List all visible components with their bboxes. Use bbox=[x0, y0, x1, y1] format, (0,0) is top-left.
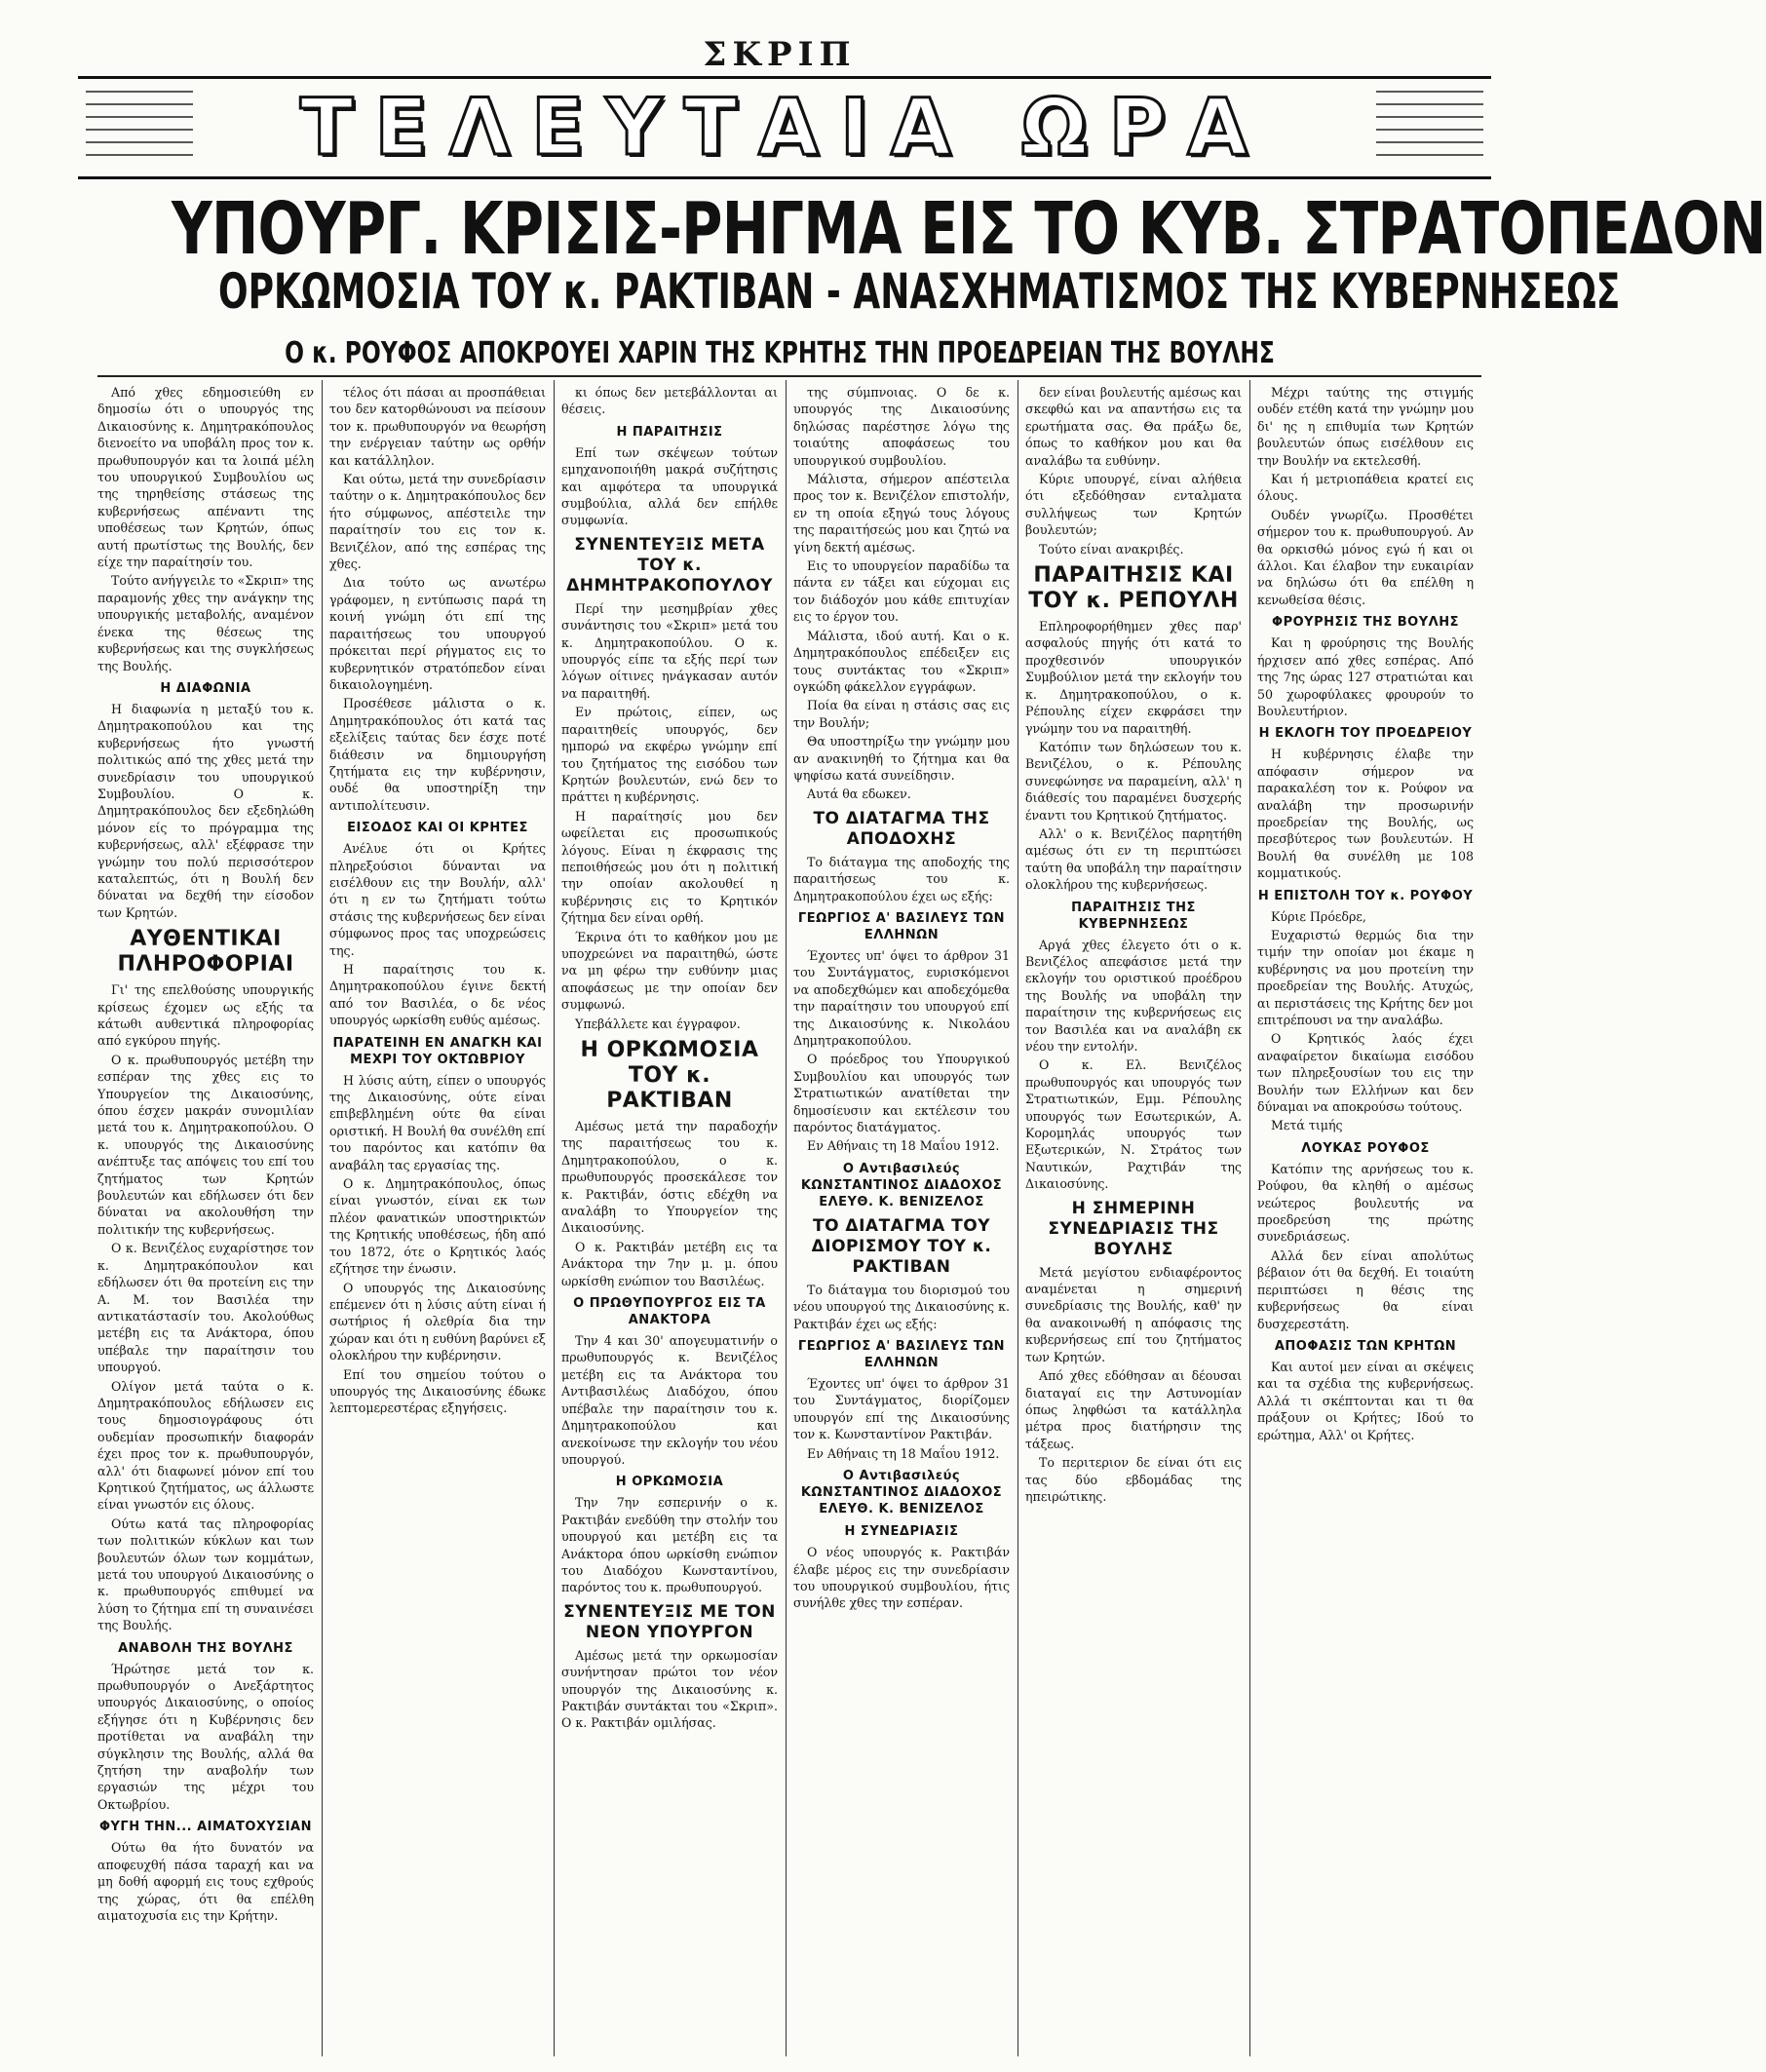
article-paragraph: Η κυβέρνησις έλαβε την απόφασιν σήμερον να παρακαλέση τον κ. Ρούφον να αναλάβη την προσωρινήν προεδρείαν της Βουλής, ως πρεσβύτερος των βουλευτών. Η Βουλή θα συνέλθη με 108 κομματικούς. bbox=[1257, 747, 1474, 881]
article-paragraph: Ποία θα είναι η στάσις σας εις την Βουλήν; bbox=[793, 698, 1010, 730]
article-paragraph: Το διάταγμα του διορισμού του νέου υπουργού της Δικαιοσύνης κ. Ρακτιβάν έχει ως εξής: bbox=[793, 1282, 1010, 1331]
article-paragraph: Κατόπιν των δηλώσεων του κ. Βενιζέλου, ο κ. Ρέπουλης συνεφώνησε να παραμείνη, αλλ' η διάθεσίς του παραμένει δυσχερής έναντι του Κρητικού ζητήματος. bbox=[1025, 739, 1242, 823]
section-heading: Ο Αντιβασιλεύς ΚΩΝΣΤΑΝΤΙΝΟΣ ΔΙΑΔΟΧΟΣ ΕΛΕΥΘ. Κ. ΒΕΝΙΖΕΛΟΣ bbox=[800, 1469, 1003, 1517]
column-separator bbox=[786, 380, 787, 2056]
column-1 bbox=[97, 384, 314, 2055]
article-paragraph: Η λύσις αύτη, είπεν ο υπουργός της Δικαιοσύνης, ούτε είναι επιβεβλημένη ούτε θα είναι οριστική. Η Βουλή θα συνέλθη επί του παρόντος και κατόπιν θα αναβάλη τας εργασίας της. bbox=[329, 1072, 546, 1172]
column-4 bbox=[793, 384, 1010, 2055]
article-paragraph: Κατόπιν της αρνήσεως του κ. Ρούφου, θα κληθή ο αμέσως νεώτερος βουλευτής να προεδρεύση της πρώτης συνεδριάσεως. bbox=[1257, 1161, 1474, 1245]
article-paragraph: Ήρώτησε μετά τον κ. πρωθυπουργόν ο Ανεξάρτητος υπουργός Δικαιοσύνης, ο οποίος εξήγησε ότι η Κυβέρνησις δεν προτίθεται να αναβάλη την σύγκλησιν της Βουλής, αλλά θα ζητήση την αναβολήν των εργασιών της μέχρι του Οκτωβρίου. bbox=[97, 1661, 314, 1812]
article-paragraph: Δια τούτο ως ανωτέρω γράφομεν, η εντύπωσις παρά τη κοινή γνώμη ότι επί της παραιτήσεως του υπουργού πρόκειται περί ρήγματος εις το κυβερνητικόν στρατόπεδον είναι δικαιολογημένη. bbox=[329, 575, 546, 692]
article-paragraph: της σύμπνοιας. Ο δε κ. υπουργός της Δικαιοσύνης δηλώσας παρέστησε λόγω της τοιαύτης αποφάσεως του υπουργικού συμβουλίου. bbox=[793, 385, 1010, 468]
article-paragraph: Ο Κρητικός λαός έχει αναφαίρετον δικαίωμα εισόδου των πληρεξουσίων του εις την Βουλήν των Ελλήνων και δεν δύναμαι να αποκρούσω τούτους. bbox=[1257, 1031, 1474, 1115]
article-paragraph: Και ή μετριοπάθεια κρατεί εις όλους. bbox=[1257, 472, 1474, 504]
article-paragraph: Αυτά θα εδωκεν. bbox=[807, 787, 911, 802]
article-paragraph: Ανέλυε ότι οι Κρήτες πληρεξούσιοι δύνανται να εισέλθουν εις την Βουλήν, αλλ' ότι η εν τω ζητήματι τούτω στάσις της κυβερνήσεως δεν είναι σύμφωνος προς τας υποχρεώσεις της. bbox=[329, 841, 546, 958]
article-paragraph: Επληροφορήθημεν χθες παρ' ασφαλούς πηγής ότι κατά το προχθεσινόν υπουργικόν Συμβούλιον μετά την εκλογήν του κ. Δημητρακοπούλου, ο κ. Ρέπουλης είχεν εκφράσει την γνώμην του να παραιτηθή. bbox=[1025, 619, 1242, 736]
article-paragraph: Προσέθεσε μάλιστα ο κ. Δημητρακόπουλος ότι κατά τας εξελίξεις ταύτας δεν έσχε ποτέ διάθεσιν να δημιουργήση ζητήματα εις την κυβέρνησιν, ουδέ θα υποστηρίξη την αντιπολίτευσιν. bbox=[329, 696, 546, 813]
article-paragraph: Αλλά δεν είναι απολύτως βέβαιον ότι θα δεχθή. Ει τοιαύτη περιπτώσει η θέσις της κυβερνήσεως θα είναι δυσχερεστάτη. bbox=[1257, 1247, 1474, 1331]
column-5 bbox=[1025, 384, 1242, 2055]
article-paragraph: Ούτω κατά τας πληροφορίας των πολιτικών κύκλων και των βουλευτών όλων των κομμάτων, μετά του υπουργού Δικαιοσύνης ο κ. πρωθυπουργός επιθυμεί να λύση το ζήτημα επί τη συναινέσει της Βουλής. bbox=[97, 1516, 314, 1633]
article-paragraph: Μάλιστα, ιδού αυτή. Και ο κ. Δημητρακόπουλος επέδειξεν εις τους συντάκτας του «Σκριπ» ογκώδη φάκελλον εγγράφων. bbox=[793, 628, 1010, 694]
section-heading: ΦΥΓΗ ΤΗΝ... ΑΙΜΑΤΟΧΥΣΙΑΝ bbox=[98, 1820, 313, 1835]
article-paragraph: Επί των σκέψεων τούτων εμηχανοποιήθη μακρά συζήτησις και αμφότερα τα υπουργικά συμβούλια, αλλά δεν επήλθε συμφωνία. bbox=[561, 444, 778, 528]
article-paragraph: Την 7ην εσπερινήν ο κ. Ρακτιβάν ενεδύθη την στολήν του υπουργού και μετέβη εις τα Ανάκτορα όπου ωρκίσθη ενώπιον του Διαδόχου Κωνσταντίνου, παρόντος του κ. πρωθυπουργού. bbox=[561, 1495, 778, 1595]
main-headline: ΥΠΟΥΡΓ. ΚΡΙΣΙΣ-ΡΗΓΜΑ ΕΙΣ ΤΟ ΚΥΒ. ΣΤΡΑΤΟΠΕΔΟΝ bbox=[172, 187, 1766, 271]
column-separator bbox=[1249, 380, 1250, 2056]
article-paragraph: Και η φρούρησις της Βουλής ήρχισεν από χθες εσπέρας. Από της 7ης ώρας 127 στρατιώται και 50 χωροφύλακες φρουρούν το Βουλευτήριον. bbox=[1257, 635, 1474, 718]
article-paragraph: Ο κ. Δημητρακόπουλος, όπως είναι γνωστόν, είναι εκ των πλέον φανατικών υποστηρικτών της Κρητικής υποθέσεως, ήδη από του 1872, ότε ο Κρητικός λαός εζήτησε την ένωσιν. bbox=[329, 1176, 546, 1277]
article-paragraph: Μέχρι ταύτης της στιγμής ουδέν ετέθη κατά την γνώμην μου δι' ης η επιθυμία των Κρητών βουλευτών όπως εισέλθουν εις την Βουλήν να εκτελεσθή. bbox=[1257, 385, 1474, 468]
article-paragraph: Ολίγον μετά ταύτα ο κ. Δημητρακόπουλος εδήλωσεν εις τους δημοσιογράφους ότι ουδεμίαν προσωπικήν διαφοράν έχει προς τον κ. πρωθυπουργόν, αλλ' ότι διαφωνεί μόνον επί του Κρητικού ζητήματος, ως άλλωστε είναι γνωστόν εις όλους. bbox=[97, 1378, 314, 1513]
article-paragraph: Έκρινα ότι το καθήκον μου με υποχρεώνει να παραιτηθώ, ώστε να μη φέρω την ευθύνην μιας αποφάσεως με την οποίαν δεν συμφωνώ. bbox=[561, 929, 778, 1013]
article-paragraph: Μετά μεγίστου ενδιαφέροντος αναμένεται η σημερινή συνεδρίασις της Βουλής, καθ' ην θα ανακοινωθή η απόφασις της κυβερνήσεως επί του ζητήματος των Κρητών. bbox=[1025, 1264, 1242, 1364]
article-paragraph: Έχοντες υπ' όψει το άρθρον 31 του Συντάγματος, διορίζομεν υπουργόν επί της Δικαιοσύνης τον κ. Κωνσταντίνον Ρακτιβάν. bbox=[793, 1376, 1010, 1442]
section-heading: ΑΠΟΦΑΣΙΣ ΤΩΝ ΚΡΗΤΩΝ bbox=[1274, 1338, 1457, 1354]
column-separator bbox=[554, 380, 555, 2056]
section-heading: Ο Αντιβασιλεύς ΚΩΝΣΤΑΝΤΙΝΟΣ ΔΙΑΔΟΧΟΣ ΕΛΕΥΘ. Κ. ΒΕΝΙΖΕΛΟΣ bbox=[800, 1161, 1003, 1209]
article-paragraph: Η παραίτησις του κ. Δημητρακοπούλου έγινε δεκτή από τον Βασιλέα, ο δε νέος υπουργός ωρκίσθη ευθύς αμέσως. bbox=[329, 962, 546, 1028]
section-heading: ΕΙΣΟΔΟΣ ΚΑΙ ΟΙ ΚΡΗΤΕΣ bbox=[347, 821, 528, 836]
section-heading: ΛΟΥΚΑΣ ΡΟΥΦΟΣ bbox=[1301, 1140, 1430, 1156]
section-heading: Η ΔΙΑΦΩΝΙΑ bbox=[160, 680, 251, 696]
section-heading: ΤΟ ΔΙΑΤΑΓΜΑ ΤΟΥ ΔΙΟΡΙΣΜΟΥ ΤΟΥ κ. ΡΑΚΤΙΒΑΝ bbox=[811, 1215, 992, 1277]
section-heading: ΦΡΟΥΡΗΣΙΣ ΤΗΣ ΒΟΥΛΗΣ bbox=[1272, 615, 1459, 631]
section-heading: ΑΥΘΕΝΤΙΚΑΙ ΠΛΗΡΟΦΟΡΙΑΙ bbox=[117, 927, 294, 978]
article-paragraph: Και αυτοί μεν είναι αι σκέψεις και τα σχέδια της κυβερνήσεως. Αλλά τι σκέπτονται και τι θα πράξουν οι Κρήτες; Ιδού το ερώτημα, Αλλ' οι Κρήτες. bbox=[1257, 1359, 1474, 1442]
article-paragraph: Ο κ. Ρακτιβάν μετέβη εις τα Ανάκτορα την 7ην μ. μ. όπου ωρκίσθη ενώπιον του Βασιλέως. bbox=[561, 1239, 778, 1288]
article-paragraph: Η παραίτησίς μου δεν ωφείλεται εις προσωπικούς λόγους. Είναι η έκφρασις της πεποιθήσεώς μου ότι η πολιτική την οποίαν ακολουθεί η κυβέρνησις εις το Κρητικόν ζήτημα δεν είναι ορθή. bbox=[561, 808, 778, 926]
headline-rule bbox=[97, 375, 1481, 377]
article-paragraph: κι όπως δεν μετεβάλλονται αι θέσεις. bbox=[561, 385, 778, 417]
article-paragraph: Ο κ. πρωθυπουργός μετέβη την εσπέραν της χθες εις το Υπουργείον της Δικαιοσύνης, όπου έσχεν μακράν συνομιλίαν μετά του κ. Δημητρακοπούλου. Ο κ. υπουργός της Δικαιοσύνης ανέπτυξε τας απόψεις του επί του ζητήματος των Κρητών βουλευτών και εδήλωσεν ότι δεν δύναται να ακολουθήση την πολιτικήν της κυβερνήσεως. bbox=[97, 1052, 314, 1237]
article-paragraph: Από χθες εδημοσιεύθη εν δημοσίω ότι ο υπουργός της Δικαιοσύνης κ. Δημητρακόπουλος διενοείτο να υποβάλη προς τον κ. πρωθυπουργόν και τα λοιπά μέλη του υπουργικού Συμβουλίου ως της τηρηθείσης στάσεως της κυβερνήσεως απέναντι της υποθέσεως των Κρητών, όπως αυτή πρωτίστως της Βουλής, δεν είχε την παραίτησίν του. bbox=[97, 385, 314, 570]
article-paragraph: Και ούτω, μετά την συνεδρίασιν ταύτην ο κ. Δημητρακόπουλος δεν ήτο σύμφωνος, απέστειλε την παραίτησίν του εις τον κ. Βενιζέλον, από της εσπέρας της χθες. bbox=[329, 472, 546, 572]
article-paragraph: Το περιτεριον δε είναι ότι εις τας δύο εβδομάδας της ηπειρώτικης. bbox=[1025, 1455, 1242, 1504]
section-heading: ΠΑΡΑΙΤΗΣΙΣ ΤΗΣ ΚΥΒΕΡΝΗΣΕΩΣ bbox=[1071, 900, 1196, 932]
third-headline: Ο κ. ΡΟΥΦΟΣ ΑΠΟΚΡΟΥΕΙ ΧΑΡΙΝ ΤΗΣ ΚΡΗΤΗΣ ΤΗΝ ΠΡΟΕΔΡΕΙΑΝ ΤΗΣ ΒΟΥΛΗΣ bbox=[285, 336, 1275, 370]
article-paragraph: Γι' της επελθούσης υπουργικής κρίσεως έχομεν ως εξής τα κάτωθι αυθεντικά πληροφορίας από εγκύρου πηγής. bbox=[97, 982, 314, 1049]
section-heading: Ο ΠΡΩΘΥΠΟΥΡΓΟΣ ΕΙΣ ΤΑ ΑΝΑΚΤΟΡΑ bbox=[573, 1296, 766, 1328]
section-heading: ΣΥΝΕΝΤΕΥΞΙΣ ΜΕΤΑ ΤΟΥ κ. ΔΗΜΗΤΡΑΚΟΠΟΥΛΟΥ bbox=[566, 534, 773, 595]
article-paragraph: Υπεβάλλετε και έγγραφον. bbox=[575, 1016, 741, 1031]
second-headline: ΟΡΚΩΜΟΣΙΑ ΤΟΥ κ. ΡΑΚΤΙΒΑΝ - ΑΝΑΣΧΗΜΑΤΙΣΜΟΣ ΤΗΣ ΚΥΒΕΡΝΗΣΕΩΣ bbox=[218, 263, 1621, 320]
section-heading: ΓΕΩΡΓΙΟΣ Α' ΒΑΣΙΛΕΥΣ ΤΩΝ ΕΛΛΗΝΩΝ bbox=[797, 910, 1006, 942]
article-paragraph: Εν πρώτοις, είπεν, ως παραιτηθείς υπουργός, δεν ημπορώ να εκφέρω γνώμην επί του ζητήματος της εισόδου των Κρητών βουλευτών, ενώ δεν το πράττει η κυβέρνησις. bbox=[561, 705, 778, 805]
column-separator bbox=[1017, 380, 1018, 2056]
article-paragraph: Κύριε Πρόεδρε, bbox=[1271, 908, 1366, 924]
section-heading: ΠΑΡΑΤΕΙΝΗ ΕΝ ΑΝΑΓΚΗ ΚΑΙ ΜΕΧΡΙ ΤΟΥ ΟΚΤΩΒΡΙΟΥ bbox=[332, 1035, 543, 1067]
article-paragraph: Την 4 και 30' απογευματινήν ο πρωθυπουργός κ. Βενιζέλος μετέβη εις τα Ανάκτορα του Αντιβασιλέως Διαδόχου, όπου υπέβαλε την παραίτησιν του κ. Δημητρακοπούλου και ανεκοίνωσε την εκλογήν του νέου υπουργού. bbox=[561, 1333, 778, 1467]
section-heading: ΠΑΡΑΙΤΗΣΙΣ ΚΑΙ ΤΟΥ κ. ΡΕΠΟΥΛΗ bbox=[1028, 563, 1239, 614]
column-3 bbox=[561, 384, 778, 2055]
article-paragraph: Ο πρόεδρος του Υπουργικού Συμβουλίου και υπουργός των Στρατιωτικών ανατίθεται την δημοσίευσιν και εκτέλεσιν του παρόντος διατάγματος. bbox=[793, 1052, 1010, 1135]
article-paragraph: Αμέσως μετά την ορκωμοσίαν συνήντησαν πρώτοι τον νέον υπουργόν της Δικαιοσύνης κ. Ρακτιβάν συντάκται του «Σκριπ». Ο κ. Ρακτιβάν ομιλήσας. bbox=[561, 1647, 778, 1731]
article-paragraph: Εν Αθήναις τη 18 Μαΐου 1912. bbox=[807, 1138, 1000, 1154]
article-paragraph: Μετά τιμής bbox=[1271, 1118, 1343, 1133]
section-heading: Η ΠΑΡΑΙΤΗΣΙΣ bbox=[616, 424, 723, 440]
article-paragraph: Ο κ. Βενιζέλος ευχαρίστησε τον κ. Δημητρακόπουλον και εδήλωσεν ότι θα προτείνη εις την Α. Μ. τον Βασιλέα την αντικατάστασίν του. Ακολούθως μετέβη εις τα Ανάκτορα, όπου υπέβαλε την παραίτησιν του υπουργού. bbox=[97, 1241, 314, 1375]
article-paragraph: Το διάταγμα της αποδοχής της παραιτήσεως του κ. Δημητρακοπούλου έχει ως εξής: bbox=[793, 854, 1010, 903]
article-paragraph: Θα υποστηρίξω την γνώμην μου αν ανακινηθή το ζήτημα και θα ψηφίσω κατά συνείδησιν. bbox=[793, 734, 1010, 783]
article-paragraph: Ο υπουργός της Δικαιοσύνης επέμενεν ότι η λύσις αύτη είναι ή σωτήριος ή ολεθρία δια την χώραν και ότι η ευθύνη βαρύνει εξ ολοκλήρου την κυβέρνησιν. bbox=[329, 1280, 546, 1363]
article-paragraph: Αργά χθες έλεγετο ότι ο κ. Βενιζέλος απεφάσισε μετά την εκλογήν του οριστικού προέδρου της Βουλής να υποβάλη την παραίτησιν της κυβερνήσεως εις τον Βασιλέα και να αναλάβη εκ νέου την εντολήν. bbox=[1025, 937, 1242, 1054]
column-2 bbox=[329, 384, 546, 2055]
article-paragraph: Η διαφωνία η μεταξύ του κ. Δημητρακοπούλου και της κυβερνήσεως ήτο γνωστή πολιτικώς από της χθες μετά την συνεδρίασιν του υπουργικού Συμβουλίου. Ο κ. Δημητρακόπουλος δεν εξεδηλώθη μόνον είς το πρόγραμμα της κυβερνήσεως, αλλ' εξέφρασε την γνώμην του πολύ περισσότερον καταλεπτώς, ότι η Βουλή δεν δύναται να δεχθή την είσοδον των Κρητών. bbox=[97, 701, 314, 920]
article-paragraph: Αλλ' ο κ. Βενιζέλος παρητήθη αμέσως ότι εν τη περιπτώσει ταύτη θα υποβάλη την παραίτησιν ολοκλήρου της κυβερνήσεως. bbox=[1025, 825, 1242, 893]
music-staff-ornament-right bbox=[1376, 91, 1483, 161]
article-paragraph: Περί την μεσημβρίαν χθες συνάντησις του «Σκριπ» μετά του κ. Δημητρακοπούλου. Ο κ. υπουργός είπε τα εξής περί των λόγων οίτινες ηνάγκασαν αυτόν να παραιτηθή. bbox=[561, 600, 778, 701]
banner bbox=[78, 76, 1491, 179]
article-paragraph: Εν Αθήναις τη 18 Μαΐου 1912. bbox=[807, 1445, 1000, 1461]
article-paragraph: Τούτο είναι ανακριβές. bbox=[1039, 541, 1184, 556]
article-paragraph: δεν είναι βουλευτής αμέσως και σκεφθώ και να απαντήσω εις τα ερωτήματα σας. Θα πράξω δε, όπως το καθήκον μου και θα αναλάβω τα ευθύνην. bbox=[1025, 385, 1242, 468]
section-heading: ΑΝΑΒΟΛΗ ΤΗΣ ΒΟΥΛΗΣ bbox=[118, 1640, 293, 1656]
section-heading: Η ΟΡΚΩΜΟΣΙΑ bbox=[615, 1475, 724, 1490]
music-staff-ornament-left bbox=[86, 91, 193, 161]
section-heading: Η ΕΚΛΟΓΗ ΤΟΥ ΠΡΟΕΔΡΕΙΟΥ bbox=[1258, 726, 1473, 742]
column-6 bbox=[1257, 384, 1474, 2055]
section-heading: ΓΕΩΡΓΙΟΣ Α' ΒΑΣΙΛΕΥΣ ΤΩΝ ΕΛΛΗΝΩΝ bbox=[797, 1339, 1006, 1371]
article-paragraph: Κύριε υπουργέ, είναι αλήθεια ότι εξεδόθησαν ενταλματα συλλήψεως των Κρητών βουλευτών; bbox=[1025, 472, 1242, 538]
section-heading: Η ΟΡΚΩΜΟΣΙΑ ΤΟΥ κ. ΡΑΚΤΙΒΑΝ bbox=[580, 1038, 759, 1113]
article-paragraph: τέλος ότι πάσαι αι προσπάθειαι του δεν κατορθώνουσι να πείσουν τον κ. πρωθυπουργόν να θεωρήση την ενέργειαν ταύτην ως ορθήν και κατάλληλον. bbox=[329, 385, 546, 468]
article-paragraph: Τούτο ανήγγειλε το «Σκριπ» της παραμονής χθες την ανάγκην της υπουργικής μεταβολής, αναμένον ένεκα της θέσεως της κυβερνήσεως και της συγκλήσεως της Βουλής. bbox=[97, 573, 314, 673]
article-paragraph: Μάλιστα, σήμερον απέστειλα προς τον κ. Βενιζέλον επιστολήν, εν τη οποία εξηγώ τους λόγους της παραιτήσεώς μου και ζητώ να γίνη δεκτή αμέσως. bbox=[793, 472, 1010, 555]
section-heading: Η ΣΥΝΕΔΡΙΑΣΙΣ bbox=[844, 1524, 959, 1540]
article-paragraph: Εις το υπουργείον παραδίδω τα πάντα εν τάξει και εύχομαι εις τον διάδοχόν μου κάθε επιτυχίαν εις το έργον του. bbox=[793, 558, 1010, 625]
article-paragraph: Από χθες εδόθησαν αι δέουσαι διαταγαί εις την Αστυνομίαν όπως ληφθώσι τα κατάλληλα μέτρα προς διατήρησιν της τάξεως. bbox=[1025, 1368, 1242, 1451]
section-heading: Η ΣΗΜΕΡΙΝΗ ΣΥΝΕΔΡΙΑΣΙΣ ΤΗΣ ΒΟΥΛΗΣ bbox=[1048, 1198, 1219, 1259]
section-heading: ΣΥΝΕΝΤΕΥΞΙΣ ΜΕ ΤΟΝ ΝΕΟΝ ΥΠΟΥΡΓΟΝ bbox=[563, 1601, 776, 1642]
newspaper-name: ΣΚΡΙΠ bbox=[703, 35, 857, 74]
article-paragraph: Αμέσως μετά την παραδοχήν της παραιτήσεως του κ. Δημητρακοπούλου, ο κ. πρωθυπουργός προσεκάλεσε τον κ. Ρακτιβάν, όστις εδέχθη να αναλάβη το Υπουργείον της Δικαιοσύνης. bbox=[561, 1119, 778, 1236]
article-paragraph: Ούτω θα ήτο δυνατόν να αποφευχθή πάσα ταραχή και να μη δοθή αφορμή εις τους εχθρούς της χώρας, ότι θα επέλθη αιματοχυσία εις την Κρήτην. bbox=[97, 1840, 314, 1923]
article-paragraph: Έχοντες υπ' όψει το άρθρον 31 του Συντάγματος, ευρισκόμενοι να αποδεχθώμεν και αποδεχόμεθα την παραίτησιν του υπουργού επί της Δικαιοσύνης κ. Νικολάου Δημητρακοπούλου. bbox=[793, 947, 1010, 1048]
section-heading: ΤΟ ΔΙΑΤΑΓΜΑ ΤΗΣ ΑΠΟΔΟΧΗΣ bbox=[813, 808, 990, 849]
section-heading: Η ΕΠΙΣΤΟΛΗ ΤΟΥ κ. ΡΟΥΦΟΥ bbox=[1257, 888, 1474, 903]
article-paragraph: Ο κ. Ελ. Βενιζέλος πρωθυπουργός και υπουργός των Στρατιωτικών, Εμμ. Ρέπουλης υπουργός των Εσωτερικών, Α. Κορομηλάς υπουργός των Εξωτερικών, Ν. Στράτος των Ναυτικών, Ραχτιβάν της Δικαιοσύνης. bbox=[1025, 1057, 1242, 1192]
banner-title: ΤΕΛΕΥΤΑΙΑ ΩΡΑ bbox=[299, 82, 1270, 173]
article-paragraph: Επί του σημείου τούτου ο υπουργός της Δικαιοσύνης έδωκε λεπτομερεστέρας εξηγήσεις. bbox=[329, 1366, 546, 1416]
article-paragraph: Ο νέος υπουργός κ. Ρακτιβάν έλαβε μέρος εις την συνεδρίασιν του υπουργικού συμβουλίου, ήτις συνήλθε χθες την εσπέραν. bbox=[793, 1545, 1010, 1611]
article-paragraph: Ουδέν γνωρίζω. Προσθέτει σήμερον του κ. πρωθυπουργού. Αν θα ορκισθώ μόνος εγώ ή και οι άλλοι. Και έλαβον την ευκαιρίαν να δηλώσω ότι θα επέλθη η κενωθείσα θέσις. bbox=[1257, 507, 1474, 607]
article-paragraph: Ευχαριστώ θερμώς δια την τιμήν την οποίαν μοι έκαμε η κυβέρνησις να μου προτείνη την προεδρείαν της Βουλής. Ατυχώς, αι περιστάσεις της Κρήτης δεν μοι επιτρέπουσι να την αναλάβω. bbox=[1257, 927, 1474, 1027]
column-separator bbox=[322, 380, 323, 2056]
